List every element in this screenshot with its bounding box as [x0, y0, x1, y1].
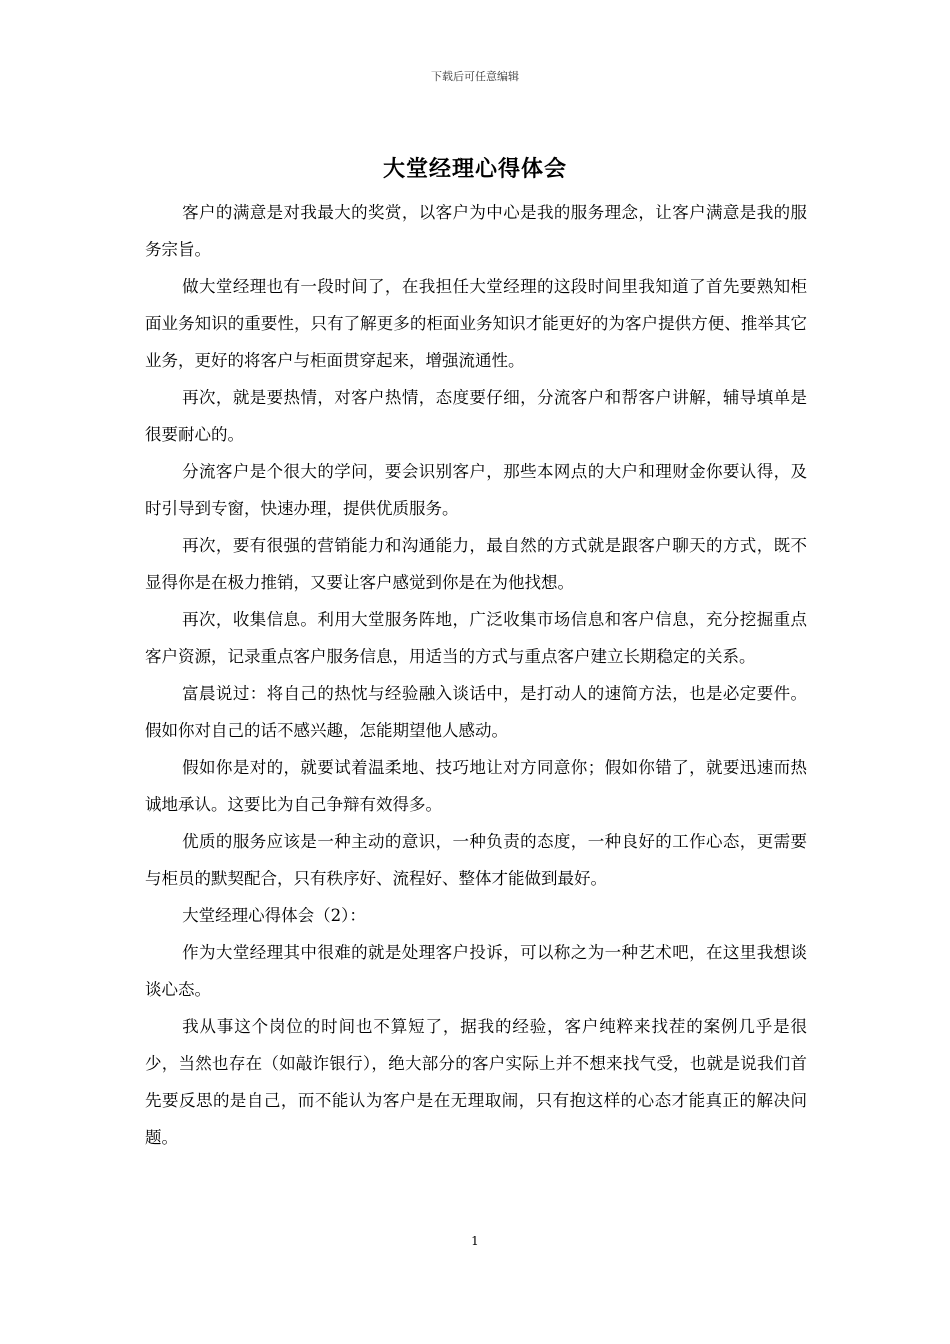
paragraph: 作为大堂经理其中很难的就是处理客户投诉，可以称之为一种艺术吧，在这里我想谈谈心态。	[145, 943, 807, 999]
paragraph: 客户的满意是对我最大的奖赏，以客户为中心是我的服务理念，让客户满意是我的服务宗旨。	[145, 203, 807, 259]
paragraph: 优质的服务应该是一种主动的意识，一种负责的态度，一种良好的工作心态，更需要与柜员的默契配合，只有秩序好、流程好、整体才能做到最好。	[145, 832, 807, 888]
paragraph: 我从事这个岗位的时间也不算短了，据我的经验，客户纯粹来找茬的案例几乎是很少，当然也存在（如敲诈银行），绝大部分的客户实际上并不想来找气受，也就是说我们首先要反思的是自己，而不能认为客户是在无理取闹，只有抱这样的心态才能真正的解决问题。	[145, 1017, 807, 1147]
paragraph: 再次，就是要热情，对客户热情，态度要仔细，分流客户和帮客户讲解，辅导填单是很要耐心的。	[145, 388, 807, 444]
header-note: 下载后可任意编辑	[431, 70, 519, 83]
document-body	[145, 194, 807, 1156]
paragraph: 再次，收集信息。利用大堂服务阵地，广泛收集市场信息和客户信息，充分挖掘重点客户资源，记录重点客户服务信息，用适当的方式与重点客户建立长期稳定的关系。	[145, 610, 807, 666]
paragraph: 假如你是对的，就要试着温柔地、技巧地让对方同意你；假如你错了，就要迅速而热诚地承认。这要比为自己争辩有效得多。	[145, 758, 807, 814]
section-heading: 大堂经理心得体会（2）：	[182, 906, 366, 925]
paragraph: 再次，要有很强的营销能力和沟通能力，最自然的方式就是跟客户聊天的方式，既不显得你是在极力推销，又要让客户感觉到你是在为他找想。	[145, 536, 807, 592]
page-title: 大堂经理心得体会	[382, 157, 567, 182]
paragraph: 做大堂经理也有一段时间了，在我担任大堂经理的这段时间里我知道了首先要熟知柜面业务知识的重要性，只有了解更多的柜面业务知识才能更好的为客户提供方便、推举其它业务，更好的将客户与柜面贯穿起来，增强流通性。	[145, 277, 807, 370]
paragraph: 富晨说过：将自己的热忱与经验融入谈话中，是打动人的速简方法，也是必定要件。假如你对自己的话不感兴趣，怎能期望他人感动。	[145, 684, 807, 740]
paragraph: 分流客户是个很大的学问，要会识别客户，那些本网点的大户和理财金你要认得，及时引导到专窗，快速办理，提供优质服务。	[145, 462, 807, 518]
page-number: 1	[471, 1234, 479, 1248]
